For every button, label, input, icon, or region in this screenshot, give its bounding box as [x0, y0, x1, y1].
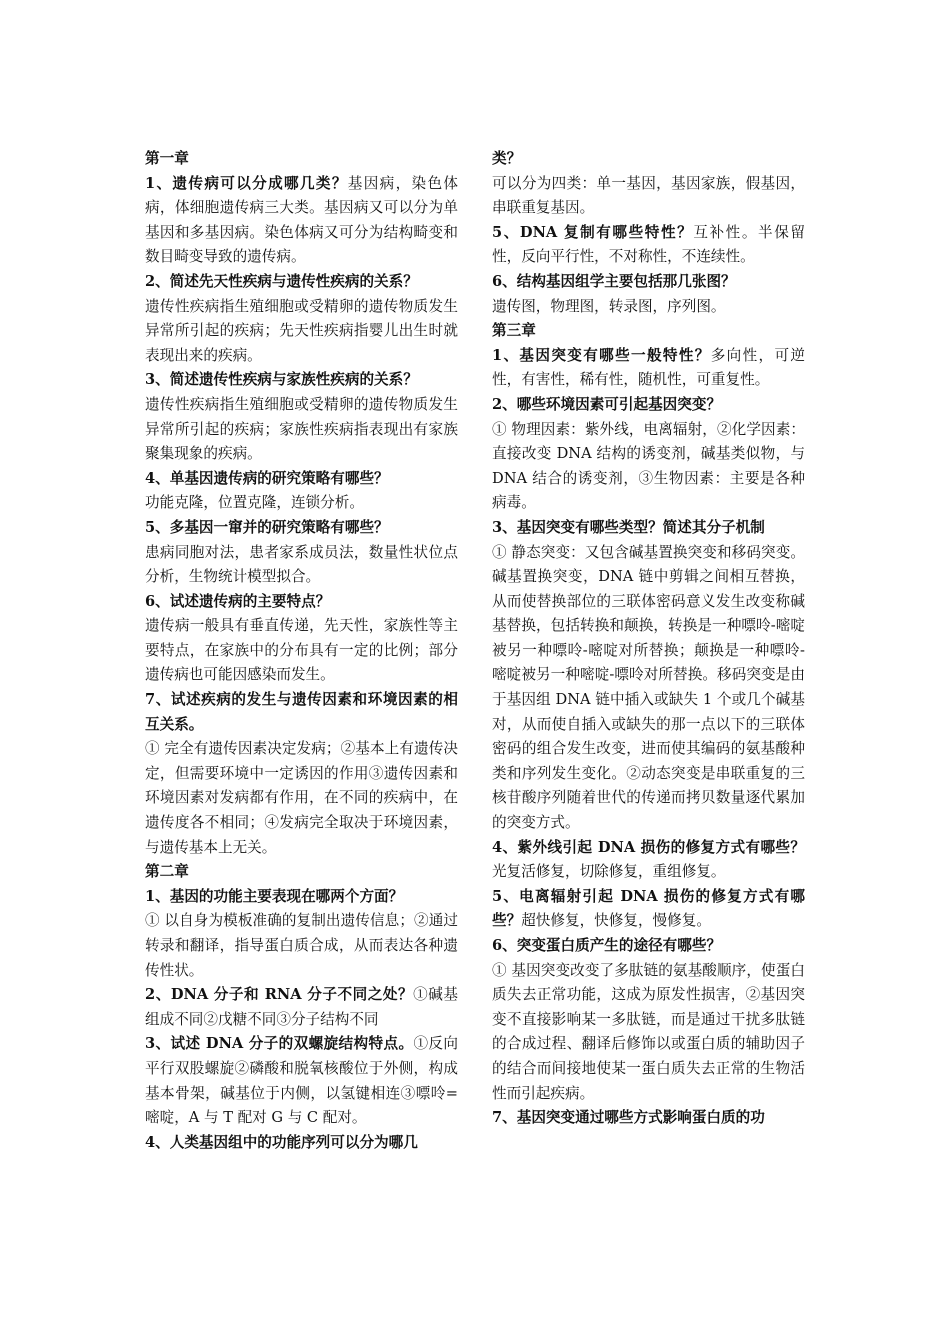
question: 5、DNA 复制有哪些特性？: [492, 223, 694, 241]
answer: 互补性。半保留性，反向平行性，不对称性，不连续性。: [492, 223, 805, 266]
answer: ①反向平行双股螺旋②磷酸和脱氧核酸位于外侧，构成基本骨架，碱基位于内侧，以氢键相连③嘌呤=嘧啶，A 与 T 配对 G 与 C 配对。: [145, 1035, 458, 1127]
answer: 遗传性疾病指生殖细胞或受精卵的遗传物质发生异常所引起的疾病；先天性疾病指婴儿出生时就表现出来的疾病。: [145, 297, 458, 364]
question: 2、哪些环境因素可引起基因突变？: [492, 395, 722, 413]
question: 4、紫外线引起 DNA 损伤的修复方式有哪些？: [492, 838, 805, 856]
question: 1、基因的功能主要表现在哪两个方面？: [145, 887, 404, 905]
question: 2、DNA 分子和 RNA 分子不同之处？: [145, 986, 414, 1004]
question: 5、电离辐射引起 DNA 损伤的修复方式有哪些？: [492, 887, 805, 930]
question: 3、基因突变有哪些类型？简述其分子机制: [492, 518, 765, 536]
question: 3、简述遗传性疾病与家族性疾病的关系？: [145, 371, 418, 389]
qa-block: [492, 344, 805, 393]
answer: 功能克隆，位置克隆，连锁分析。: [145, 494, 364, 512]
question: 7、试述疾病的发生与遗传因素和环境因素的相互关系。: [145, 691, 458, 733]
question: 2、简述先天性疾病与遗传性疾病的关系？: [145, 272, 418, 290]
question: 1、遗传病可以分成哪几类？: [145, 174, 348, 192]
qa-block: [492, 885, 805, 934]
answer: ① 以自身为模板准确的复制出遗传信息；②通过转录和翻译，指导蛋白质合成，从而表达各种遗传性状。: [145, 912, 458, 979]
qa-block: [145, 983, 458, 1032]
question: 4、人类基因组中的功能序列可以分为哪几: [145, 1133, 418, 1151]
answer: 遗传图，物理图，转录图，序列图。: [492, 297, 726, 315]
question: 4、单基因遗传病的研究策略有哪些？: [145, 469, 389, 487]
question: 6、结构基因组学主要包括那几张图？: [492, 272, 736, 290]
question: 5、多基因一窜并的研究策略有哪些？: [145, 518, 389, 536]
answer: 超快修复，快修复，慢修复。: [521, 912, 711, 930]
qa-block: [492, 221, 805, 270]
answer: 遗传性疾病指生殖细胞或受精卵的遗传物质发生异常所引起的疾病；家族性疾病指表现出有家族聚集现象的疾病。: [145, 395, 458, 463]
question: 6、试述遗传病的主要特点？: [145, 592, 331, 610]
answer: 光复活修复，切除修复，重组修复。: [492, 863, 726, 881]
chapter-heading: 第三章: [492, 322, 536, 340]
answer: ① 基因突变改变了多肽链的氨基酸顺序，使蛋白质失去正常功能，这成为原发性损害，②基因突变不直接影响某一多肽链，而是通过干扰多肽链的合成过程、翻译后修饰以或蛋白质的辅助因子的结合而间接地使某一蛋白质失去正常的生物活性而引起疾病。: [492, 961, 805, 1102]
answer: ① 物理因素：紫外线，电离辐射，②化学因素：直接改变 DNA 结构的诱变剂，碱基类似物，与 DNA 结合的诱变剂，③生物因素：主要是各种病毒。: [492, 420, 805, 512]
answer: 可以分为四类：单一基因，基因家族，假基因，串联重复基因。: [492, 174, 805, 217]
answer: 基因病，染色体病，体细胞遗传病三大类。基因病又可以分为单基因和多基因病。染色体病又可分为结构畸变和数目畸变导致的遗传病。: [145, 174, 458, 266]
chapter-heading: 第一章: [145, 150, 189, 167]
question-continued: 类？: [492, 150, 522, 167]
qa-block: [492, 836, 805, 885]
answer: 多向性，可逆性，有害性，稀有性，随机性，可重复性。: [492, 346, 805, 389]
question: 6、突变蛋白质产生的途径有哪些？: [492, 937, 722, 954]
answer: ① 静态突变：又包含碱基置换突变和移码突变。碱基置换突变，DNA 链中剪辑之间相互替换，从而使替换部位的三联体密码意义发生改变称碱基替换，包括转换和颠换，转换是一种嘌呤-嘧啶被另一种嘌呤-嘧啶对所替换；颠换是一种嘌呤-嘧啶被另一种嘧啶-嘌呤对所替换。移码突变是由于基因组 DNA 链中插入或缺失 1 个或几个碱基对，从而使自插入或缺失的那一点以下的三联体密码的组合发生改变，进而使其编码的氨基酸种类和序列发生变化。②动态突变是串联重复的三核苷酸序列随着世代的传递而拷贝数量逐代累加的突变方式。: [492, 543, 805, 832]
question: 7、基因突变通过哪些方式影响蛋白质的功: [492, 1109, 765, 1127]
answer: 遗传病一般具有垂直传递，先天性，家族性等主要特点，在家族中的分布具有一定的比例；部分遗传病也可能因感染而发生。: [145, 617, 458, 684]
qa-block: [145, 1032, 458, 1130]
answer: ①碱基组成不同②戊糖不同③分子结构不同: [145, 986, 458, 1028]
left-column: [145, 147, 458, 1155]
chapter-heading: 第二章: [145, 863, 189, 881]
right-column: [492, 147, 805, 1131]
qa-block: [145, 172, 458, 270]
question: 3、试述 DNA 分子的双螺旋结构特点。: [145, 1035, 414, 1053]
answer: ① 完全有遗传因素决定发病；②基本上有遗传决定，但需要环境中一定诱因的作用③遗传因素和环境因素对发病都有作用，在不同的疾病中，在遗传度各不相同；④发病完全取决于环境因素，与遗传基本上无关。: [145, 740, 458, 856]
question: 1、基因突变有哪些一般特性？: [492, 346, 711, 364]
answer: 患病同胞对法，患者家系成员法，数量性状位点分析，生物统计模型拟合。: [145, 543, 458, 586]
